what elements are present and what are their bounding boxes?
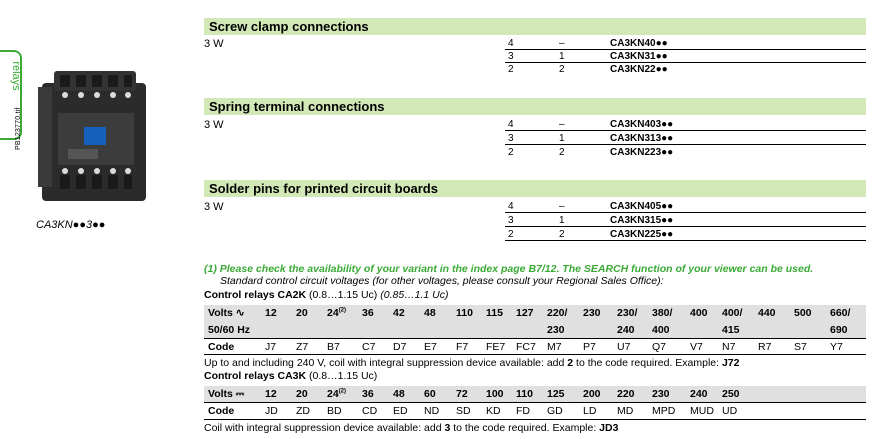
contacts-no: 3	[508, 133, 514, 144]
volt-value-line2: 240	[617, 324, 635, 336]
volt-value: 110	[456, 307, 473, 319]
section-spring-title: Spring terminal connections	[204, 98, 866, 115]
table-row	[505, 215, 866, 227]
coil-code: M7	[547, 341, 562, 353]
volt-value: 36	[362, 307, 374, 319]
volt-value: 12	[265, 307, 277, 319]
contacts-nc: 1	[559, 133, 565, 144]
coil-code: J7	[265, 341, 277, 353]
table-row	[505, 119, 866, 131]
footnote-example: J72	[721, 357, 740, 369]
coil-code: S7	[794, 341, 807, 353]
contacts-no: 3	[508, 51, 514, 62]
contacts-no: 4	[508, 119, 514, 130]
section-solder-title: Solder pins for printed circuit boards	[204, 180, 866, 197]
contacts-nc: 2	[559, 64, 565, 75]
contacts-no: 2	[508, 229, 514, 240]
footnote-bold: 2	[567, 357, 574, 369]
coil-code: P7	[583, 341, 596, 353]
table-row	[505, 38, 866, 50]
coil-code: FE7	[486, 341, 506, 353]
coil-code: FD	[516, 405, 530, 417]
coil-code: Z7	[296, 341, 309, 353]
contacts-nc: –	[559, 201, 565, 212]
image-reference: PB123770.tif	[15, 107, 22, 150]
volt-value: 48	[393, 388, 405, 400]
volt-value: 60	[424, 388, 436, 400]
footnote-text: to the code required. Example:	[450, 422, 600, 434]
ca2k-title: Control relays CA2K	[204, 289, 307, 301]
section-screw-sub: 3 W	[204, 38, 224, 50]
volt-value-line2: 230	[547, 324, 565, 336]
volt-value: 250	[722, 388, 740, 400]
contacts-no: 3	[508, 215, 514, 226]
volt-value-line2: 415	[722, 324, 740, 336]
volt-value: 220	[617, 388, 635, 400]
contacts-nc: 2	[559, 147, 565, 158]
contacts-no: 4	[508, 201, 514, 212]
ca2k-range-italic: (0.85…1.1 Uc)	[380, 289, 449, 301]
contacts-nc: –	[559, 119, 565, 130]
reference-code: CA3KN31●●	[610, 51, 668, 62]
coil-code: B7	[327, 341, 340, 353]
ca2k-freq-label: 50/60 Hz	[208, 324, 251, 336]
coil-code: D7	[393, 341, 407, 353]
volt-value: 24$^{(2)}$	[327, 388, 347, 400]
ca3k-footnote	[204, 422, 618, 434]
coil-code: JD	[265, 405, 278, 417]
volt-value: 500	[794, 307, 812, 319]
ca2k-heading	[204, 289, 449, 301]
footnote-text: Up to and including 240 V, coil with integral suppression device available: add	[204, 357, 568, 369]
availability-note: (1) Please check the availability of your variant in the index page B7/12. The SEARCH function of your viewer can be used.	[204, 263, 814, 275]
contacts-nc: –	[559, 38, 565, 49]
ca3k-code-label: Code	[208, 405, 235, 417]
coil-code: ED	[393, 405, 408, 417]
ca3k-heading	[204, 370, 377, 382]
coil-code: LD	[583, 405, 597, 417]
divider	[204, 354, 866, 355]
contacts-nc: 2	[559, 229, 565, 240]
table-row	[505, 133, 866, 145]
volt-value: 110	[516, 388, 533, 400]
coil-code: Q7	[652, 341, 667, 353]
volt-value: 42	[393, 307, 405, 319]
ca2k-range: (0.8…1.15 Uc)	[306, 289, 381, 301]
section-spring-sub: 3 W	[204, 119, 224, 131]
volt-value: 12	[265, 388, 277, 400]
volt-value: 240	[690, 388, 708, 400]
ca3k-range: (0.8…1.15 Uc)	[306, 370, 378, 382]
section-solder-sub: 3 W	[204, 201, 224, 213]
coil-code: E7	[424, 341, 437, 353]
volt-value: 400/	[722, 307, 743, 319]
coil-code: F7	[456, 341, 469, 353]
contactor-product-image	[36, 65, 156, 205]
footnote-marker: (2)	[338, 307, 347, 314]
contacts-nc: 1	[559, 51, 565, 62]
volt-value-line2: 690	[830, 324, 848, 336]
volt-value: 72	[456, 388, 468, 400]
ca2k-footnote	[204, 357, 739, 369]
volt-value: 440	[758, 307, 776, 319]
voltages-note: Standard control circuit voltages (for other voltages, please consult your Regional Sales Office):	[220, 275, 664, 287]
coil-code: FC7	[516, 341, 536, 353]
divider	[204, 419, 866, 420]
coil-code: C7	[362, 341, 376, 353]
volt-value: 115	[486, 307, 503, 319]
volt-value: 24$^{(2)}$	[327, 307, 347, 319]
footnote-marker: (2)	[338, 388, 347, 395]
volt-value: 20	[296, 307, 308, 319]
reference-code: CA3KN40●●	[610, 38, 668, 49]
contacts-nc: 1	[559, 215, 565, 226]
volt-value: 400	[690, 307, 708, 319]
ca3k-title: Control relays CA3K	[204, 370, 307, 382]
reference-code: CA3KN22●●	[610, 64, 668, 75]
volt-value: 36	[362, 388, 374, 400]
coil-code: ND	[424, 405, 440, 417]
reference-code: CA3KN405●●	[610, 201, 674, 212]
coil-code: Y7	[830, 341, 843, 353]
reference-code: CA3KN223●●	[610, 147, 674, 158]
coil-code: V7	[690, 341, 703, 353]
coil-code: KD	[486, 405, 501, 417]
volt-value: 220/	[547, 307, 568, 319]
volt-value: 48	[424, 307, 436, 319]
contacts-no: 2	[508, 64, 514, 75]
table-row	[505, 51, 866, 63]
coil-code: N7	[722, 341, 736, 353]
volt-value: 230	[652, 388, 670, 400]
volt-value: 125	[547, 388, 565, 400]
volt-value: 380/	[652, 307, 673, 319]
coil-code: BD	[327, 405, 342, 417]
coil-code: GD	[547, 405, 563, 417]
coil-code: U7	[617, 341, 631, 353]
coil-code: UD	[722, 405, 738, 417]
contacts-no: 4	[508, 38, 514, 49]
volt-value: 230/	[617, 307, 638, 319]
coil-code: MD	[617, 405, 634, 417]
divider	[204, 402, 866, 403]
coil-code: MUD	[690, 405, 714, 417]
footnote-bold: 3	[444, 422, 451, 434]
table-row	[505, 64, 866, 75]
footnote-text: to the code required. Example:	[573, 357, 722, 369]
volt-value-line2: 400	[652, 324, 670, 336]
section-screw-title: Screw clamp connections	[204, 18, 866, 35]
coil-code: CD	[362, 405, 378, 417]
volt-value: 100	[486, 388, 504, 400]
volt-value: 20	[296, 388, 308, 400]
reference-code: CA3KN225●●	[610, 229, 674, 240]
reference-code: CA3KN313●●	[610, 133, 674, 144]
coil-code: SD	[456, 405, 471, 417]
volt-value: 127	[516, 307, 534, 319]
reference-code: CA3KN403●●	[610, 119, 674, 130]
table-row	[505, 147, 866, 158]
reference-code: CA3KN315●●	[610, 215, 674, 226]
footnote-text: Coil with integral suppression device available: add	[204, 422, 445, 434]
coil-code: MPD	[652, 405, 676, 417]
coil-code: ZD	[296, 405, 310, 417]
side-tab-label: relays	[10, 61, 22, 91]
table-row	[505, 201, 866, 213]
footnote-example: JD3	[599, 422, 619, 434]
table-row	[505, 229, 866, 241]
volt-value: 200	[583, 388, 601, 400]
contacts-no: 2	[508, 147, 514, 158]
product-caption: CA3KN●●3●●	[36, 219, 106, 231]
ca2k-code-label: Code	[208, 341, 235, 353]
volt-value: 230	[583, 307, 601, 319]
ca2k-volts-label: Volts ∿	[208, 307, 245, 319]
coil-code: R7	[758, 341, 772, 353]
ca3k-volts-label: Volts ⎓	[208, 388, 245, 400]
volt-value: 660/	[830, 307, 851, 319]
divider	[204, 338, 866, 339]
